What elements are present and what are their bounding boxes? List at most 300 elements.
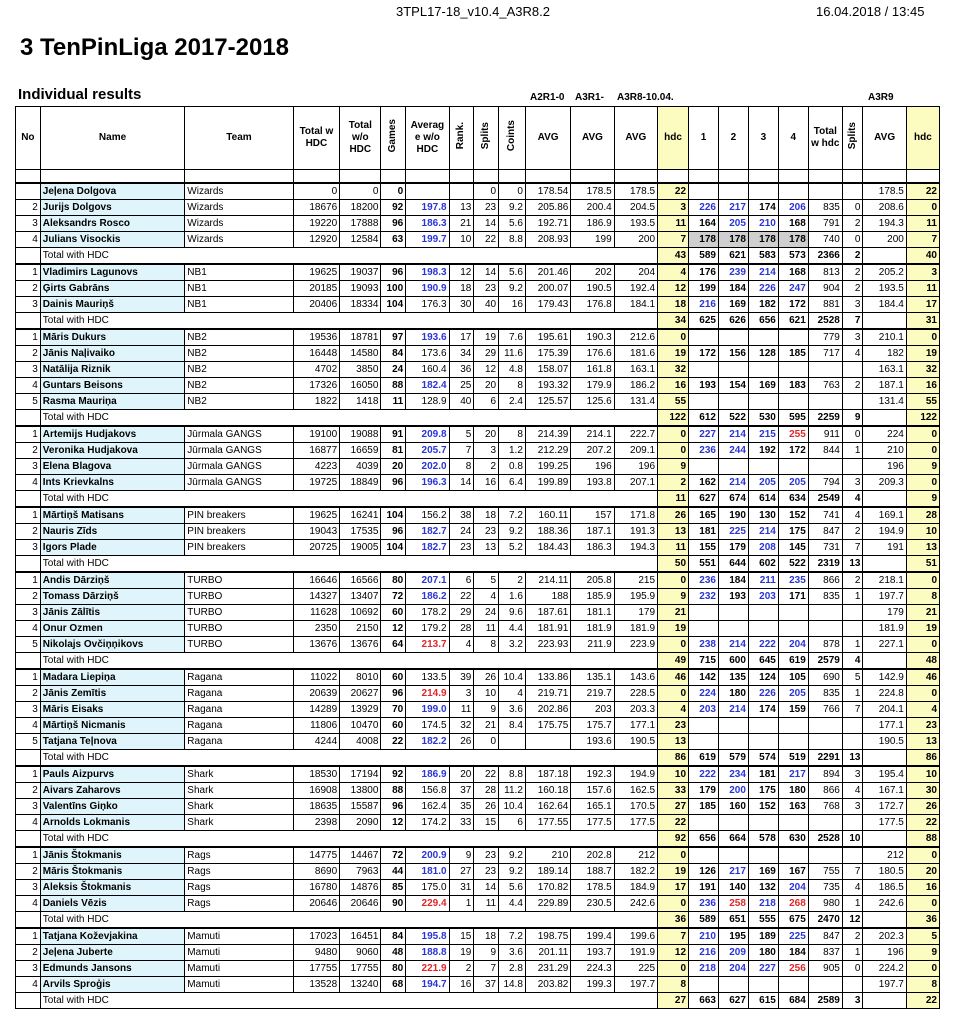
table-cell: 35 bbox=[449, 799, 474, 815]
table-cell: 50 bbox=[658, 556, 689, 573]
table-cell: 980 bbox=[808, 896, 842, 912]
table-cell bbox=[778, 183, 808, 200]
table-cell: 7963 bbox=[340, 864, 381, 880]
table-cell: 223.9 bbox=[614, 637, 657, 653]
table-cell: 212.29 bbox=[525, 443, 570, 459]
table-cell: 17 bbox=[449, 329, 474, 346]
player-row bbox=[16, 572, 940, 589]
table-cell: 10 bbox=[906, 766, 939, 783]
table-cell: 18781 bbox=[340, 329, 381, 346]
team-name: Wizards bbox=[185, 200, 293, 216]
column-header: AVG bbox=[571, 107, 614, 170]
table-cell: 766 bbox=[808, 702, 842, 718]
table-cell: 5.2 bbox=[499, 540, 526, 556]
player-name: Valentīns Giņko bbox=[40, 799, 185, 815]
table-cell: 152 bbox=[778, 507, 808, 524]
table-cell: 200 bbox=[718, 783, 748, 799]
table-cell: 530 bbox=[748, 410, 778, 427]
table-cell: 18635 bbox=[293, 799, 339, 815]
table-cell: 11 bbox=[474, 896, 499, 912]
table-cell: 14876 bbox=[340, 880, 381, 896]
table-cell: 6 bbox=[449, 572, 474, 589]
team-total-label: Total with HDC bbox=[40, 410, 657, 427]
table-cell: 19100 bbox=[293, 426, 339, 443]
table-cell: 207.1 bbox=[614, 475, 657, 491]
results-table-wrapper bbox=[15, 106, 940, 1022]
table-cell: 791 bbox=[808, 216, 842, 232]
table-cell: 2 bbox=[658, 475, 689, 491]
table-cell: 28 bbox=[474, 783, 499, 799]
table-cell: 179 bbox=[614, 605, 657, 621]
player-row bbox=[16, 362, 940, 378]
table-cell: 13676 bbox=[293, 637, 339, 653]
table-cell: 244 bbox=[718, 443, 748, 459]
player-row bbox=[16, 297, 940, 313]
table-cell bbox=[778, 718, 808, 734]
table-cell: 10 bbox=[842, 831, 863, 848]
table-cell: 8 bbox=[449, 459, 474, 475]
table-cell: 178 bbox=[689, 232, 719, 248]
team-name: Ragana bbox=[185, 702, 293, 718]
table-cell bbox=[16, 556, 41, 573]
table-cell: 187.61 bbox=[525, 605, 570, 621]
table-cell: 1 bbox=[16, 264, 41, 281]
table-cell: 205 bbox=[748, 475, 778, 491]
table-cell: 4 bbox=[16, 815, 41, 831]
table-cell: 177.55 bbox=[525, 815, 570, 831]
player-name: Nauris Zīds bbox=[40, 524, 185, 540]
table-cell: 2.8 bbox=[499, 961, 526, 977]
table-cell: 5 bbox=[906, 928, 939, 945]
table-cell: 175.7 bbox=[571, 718, 614, 734]
table-cell: 1418 bbox=[340, 394, 381, 410]
table-cell: 9 bbox=[842, 410, 863, 427]
table-cell: 177.1 bbox=[863, 718, 906, 734]
table-cell: 630 bbox=[778, 831, 808, 848]
table-cell: 16 bbox=[906, 378, 939, 394]
empty-cell bbox=[185, 170, 293, 184]
table-cell: 86 bbox=[658, 750, 689, 767]
table-cell: 190.9 bbox=[406, 281, 449, 297]
table-cell: 715 bbox=[689, 653, 719, 670]
table-cell bbox=[863, 750, 906, 767]
table-cell: 579 bbox=[718, 750, 748, 767]
column-header: 1 bbox=[689, 107, 719, 170]
table-cell bbox=[718, 815, 748, 831]
table-cell: 3 bbox=[16, 605, 41, 621]
table-cell: 224.2 bbox=[863, 961, 906, 977]
table-cell: 755 bbox=[808, 864, 842, 880]
table-cell: 4 bbox=[842, 653, 863, 670]
table-cell: 13 bbox=[906, 540, 939, 556]
table-cell: 21 bbox=[658, 605, 689, 621]
table-cell: 14 bbox=[474, 880, 499, 896]
table-cell bbox=[778, 329, 808, 346]
table-cell: 14775 bbox=[293, 847, 339, 864]
table-cell: 204 bbox=[778, 880, 808, 896]
table-cell: 174 bbox=[748, 200, 778, 216]
team-name: Ragana bbox=[185, 734, 293, 750]
table-cell bbox=[842, 605, 863, 621]
table-cell: 177.1 bbox=[614, 718, 657, 734]
table-cell: 3 bbox=[16, 540, 41, 556]
team-name: NB1 bbox=[185, 281, 293, 297]
table-cell: 16451 bbox=[340, 928, 381, 945]
table-cell: 169 bbox=[748, 378, 778, 394]
table-cell: 20 bbox=[474, 378, 499, 394]
table-cell: 200.07 bbox=[525, 281, 570, 297]
player-row bbox=[16, 475, 940, 491]
table-cell: 656 bbox=[689, 831, 719, 848]
table-cell bbox=[689, 847, 719, 864]
table-cell bbox=[718, 362, 748, 378]
table-cell: 3 bbox=[906, 264, 939, 281]
player-row bbox=[16, 507, 940, 524]
player-row bbox=[16, 847, 940, 864]
table-cell: 196 bbox=[571, 459, 614, 475]
table-cell: 2 bbox=[16, 346, 41, 362]
team-total-row bbox=[16, 556, 940, 573]
table-cell: 18200 bbox=[340, 200, 381, 216]
table-cell: 124 bbox=[748, 669, 778, 686]
table-cell: 128 bbox=[748, 346, 778, 362]
table-cell: 168 bbox=[778, 216, 808, 232]
table-cell: 3 bbox=[16, 799, 41, 815]
table-cell: 48 bbox=[906, 653, 939, 670]
table-cell: 152 bbox=[748, 799, 778, 815]
table-cell: 13 bbox=[906, 734, 939, 750]
table-cell: 226 bbox=[748, 686, 778, 702]
table-cell: 19725 bbox=[293, 475, 339, 491]
team-name: Rags bbox=[185, 896, 293, 912]
table-cell: 160.4 bbox=[406, 362, 449, 378]
table-cell: 589 bbox=[689, 912, 719, 929]
table-cell: 60 bbox=[381, 669, 406, 686]
table-cell: 675 bbox=[778, 912, 808, 929]
table-cell bbox=[863, 491, 906, 508]
team-total-label: Total with HDC bbox=[40, 993, 657, 1009]
table-cell bbox=[16, 993, 41, 1009]
team-name: PIN breakers bbox=[185, 524, 293, 540]
table-cell: 2 bbox=[842, 378, 863, 394]
table-cell bbox=[525, 734, 570, 750]
table-cell bbox=[863, 313, 906, 330]
table-cell: 197.7 bbox=[614, 977, 657, 993]
table-cell bbox=[718, 847, 748, 864]
table-cell: 12 bbox=[474, 362, 499, 378]
table-cell: 7.6 bbox=[499, 329, 526, 346]
table-cell: 0 bbox=[906, 200, 939, 216]
table-cell: 177.5 bbox=[571, 815, 614, 831]
table-cell: 0 bbox=[381, 183, 406, 200]
team-name: Mamuti bbox=[185, 977, 293, 993]
table-cell: 19043 bbox=[293, 524, 339, 540]
table-cell bbox=[748, 362, 778, 378]
table-cell: 199.25 bbox=[525, 459, 570, 475]
table-cell: 194.7 bbox=[406, 977, 449, 993]
table-cell: 204 bbox=[778, 637, 808, 653]
table-cell: 234 bbox=[718, 766, 748, 783]
table-cell: 0 bbox=[906, 847, 939, 864]
table-cell: 181.9 bbox=[863, 621, 906, 637]
table-cell: 18849 bbox=[340, 475, 381, 491]
player-name: Tatjana Teļnova bbox=[40, 734, 185, 750]
player-row bbox=[16, 977, 940, 993]
report-datetime: 16.04.2018 / 13:45 bbox=[816, 4, 925, 19]
table-cell: 203.3 bbox=[614, 702, 657, 718]
table-cell bbox=[718, 183, 748, 200]
table-cell: 522 bbox=[778, 556, 808, 573]
player-name: Tomass Dārziņš bbox=[40, 589, 185, 605]
table-cell: 214 bbox=[718, 637, 748, 653]
table-cell: 602 bbox=[748, 556, 778, 573]
table-cell: 5.6 bbox=[499, 216, 526, 232]
player-name: Andis Dārziņš bbox=[40, 572, 185, 589]
table-cell: 8.8 bbox=[499, 232, 526, 248]
table-cell: 4.4 bbox=[499, 621, 526, 637]
column-header bbox=[499, 107, 526, 170]
table-cell: 18 bbox=[474, 928, 499, 945]
table-cell: 198.75 bbox=[525, 928, 570, 945]
table-cell: 85 bbox=[381, 880, 406, 896]
table-cell: 194.3 bbox=[863, 216, 906, 232]
player-name: Jeļena Dolgova bbox=[40, 183, 185, 200]
table-cell: 3 bbox=[16, 362, 41, 378]
player-name: Elena Blagova bbox=[40, 459, 185, 475]
table-cell bbox=[718, 621, 748, 637]
team-name: PIN breakers bbox=[185, 540, 293, 556]
table-cell: 177.5 bbox=[863, 815, 906, 831]
table-cell bbox=[842, 459, 863, 475]
table-cell: 614 bbox=[748, 491, 778, 508]
table-cell: 20185 bbox=[293, 281, 339, 297]
table-cell bbox=[689, 459, 719, 475]
player-row bbox=[16, 605, 940, 621]
table-cell: 24 bbox=[474, 605, 499, 621]
empty-cell bbox=[16, 170, 41, 184]
table-cell: 178 bbox=[778, 232, 808, 248]
table-cell: 656 bbox=[748, 313, 778, 330]
table-cell: 26 bbox=[658, 507, 689, 524]
table-cell: 72 bbox=[381, 847, 406, 864]
table-cell: 196 bbox=[863, 945, 906, 961]
table-cell: 84 bbox=[381, 346, 406, 362]
table-cell: 96 bbox=[381, 686, 406, 702]
table-cell: 2150 bbox=[340, 621, 381, 637]
column-header: hdc bbox=[906, 107, 939, 170]
table-cell: 27 bbox=[658, 993, 689, 1009]
table-cell: 190.5 bbox=[571, 281, 614, 297]
table-cell bbox=[778, 621, 808, 637]
table-cell: 4 bbox=[499, 686, 526, 702]
table-cell: 763 bbox=[808, 378, 842, 394]
table-cell: 229.4 bbox=[406, 896, 449, 912]
player-name: Onur Ozmen bbox=[40, 621, 185, 637]
report-file-id: 3TPL17-18_v10.4_A3R8.2 bbox=[396, 4, 550, 19]
table-cell: 9.2 bbox=[499, 281, 526, 297]
table-cell: 21 bbox=[474, 718, 499, 734]
player-row bbox=[16, 459, 940, 475]
table-cell: 185.9 bbox=[571, 589, 614, 605]
table-cell: 211.9 bbox=[571, 637, 614, 653]
table-cell: 242.6 bbox=[614, 896, 657, 912]
table-cell: 200 bbox=[863, 232, 906, 248]
table-cell: 192.3 bbox=[571, 766, 614, 783]
table-cell: 894 bbox=[808, 766, 842, 783]
table-cell: 55 bbox=[658, 394, 689, 410]
empty-cell bbox=[906, 170, 939, 184]
table-cell: 178.5 bbox=[571, 183, 614, 200]
table-cell: 23 bbox=[474, 847, 499, 864]
table-cell: 4223 bbox=[293, 459, 339, 475]
table-cell: 0 bbox=[499, 183, 526, 200]
table-cell: 16241 bbox=[340, 507, 381, 524]
table-cell: 194.3 bbox=[614, 540, 657, 556]
table-cell: 176.6 bbox=[571, 346, 614, 362]
table-cell bbox=[808, 977, 842, 993]
table-cell: 4702 bbox=[293, 362, 339, 378]
table-cell: 180 bbox=[718, 686, 748, 702]
table-cell: 215 bbox=[614, 572, 657, 589]
table-cell: 0 bbox=[906, 572, 939, 589]
table-cell: 6 bbox=[499, 815, 526, 831]
table-cell: 10.4 bbox=[499, 669, 526, 686]
table-cell bbox=[808, 734, 842, 750]
table-cell: 3 bbox=[842, 475, 863, 491]
team-name: TURBO bbox=[185, 621, 293, 637]
team-name: Jūrmala GANGS bbox=[185, 426, 293, 443]
table-cell bbox=[16, 248, 41, 265]
team-name: Ragana bbox=[185, 718, 293, 734]
table-cell: 209 bbox=[718, 945, 748, 961]
table-cell: 174.2 bbox=[406, 815, 449, 831]
table-cell: 16 bbox=[658, 378, 689, 394]
table-cell: 22 bbox=[658, 815, 689, 831]
team-name: TURBO bbox=[185, 589, 293, 605]
table-cell: 644 bbox=[718, 556, 748, 573]
table-cell: 32 bbox=[906, 362, 939, 378]
team-name: NB2 bbox=[185, 362, 293, 378]
table-cell: 179 bbox=[689, 783, 719, 799]
table-cell: 522 bbox=[718, 410, 748, 427]
team-total-label: Total with HDC bbox=[40, 912, 657, 929]
table-cell bbox=[689, 183, 719, 200]
table-cell bbox=[689, 394, 719, 410]
table-cell: 230.5 bbox=[571, 896, 614, 912]
table-cell: 33 bbox=[658, 783, 689, 799]
team-total-label: Total with HDC bbox=[40, 653, 657, 670]
table-cell bbox=[748, 459, 778, 475]
table-cell bbox=[718, 329, 748, 346]
table-cell: 4 bbox=[842, 880, 863, 896]
table-cell: 143.6 bbox=[614, 669, 657, 686]
table-cell: 2 bbox=[16, 864, 41, 880]
table-cell: 0 bbox=[906, 475, 939, 491]
table-cell: 181.1 bbox=[571, 605, 614, 621]
table-cell: 228.5 bbox=[614, 686, 657, 702]
table-cell: 193.5 bbox=[614, 216, 657, 232]
table-cell: 182.2 bbox=[406, 734, 449, 750]
table-cell: 204.1 bbox=[863, 702, 906, 718]
table-cell: 205.2 bbox=[863, 264, 906, 281]
table-cell: 214 bbox=[748, 264, 778, 281]
table-cell bbox=[689, 815, 719, 831]
table-cell: 217 bbox=[718, 864, 748, 880]
table-cell: 14580 bbox=[340, 346, 381, 362]
table-cell: 14467 bbox=[340, 847, 381, 864]
table-cell: 196 bbox=[863, 459, 906, 475]
table-cell: 10.4 bbox=[499, 799, 526, 815]
table-cell: 184 bbox=[718, 281, 748, 297]
table-cell: 835 bbox=[808, 589, 842, 605]
table-cell: 182.4 bbox=[406, 378, 449, 394]
table-cell: 29 bbox=[474, 346, 499, 362]
table-cell: 163.1 bbox=[863, 362, 906, 378]
table-cell: 214 bbox=[718, 426, 748, 443]
table-cell: 31 bbox=[449, 880, 474, 896]
table-cell: 4 bbox=[474, 589, 499, 605]
table-cell: 3 bbox=[658, 200, 689, 216]
table-cell bbox=[778, 362, 808, 378]
table-cell: 2 bbox=[842, 281, 863, 297]
table-cell: 32 bbox=[658, 362, 689, 378]
player-name: Mārtiņš Matisans bbox=[40, 507, 185, 524]
table-cell: 96 bbox=[381, 216, 406, 232]
table-cell bbox=[748, 977, 778, 993]
table-cell: 625 bbox=[689, 313, 719, 330]
table-cell: 18 bbox=[658, 297, 689, 313]
empty-cell bbox=[658, 170, 689, 184]
table-cell: 176.8 bbox=[571, 297, 614, 313]
table-cell: 690 bbox=[808, 669, 842, 686]
table-cell: 175.0 bbox=[406, 880, 449, 896]
table-cell: 156 bbox=[718, 346, 748, 362]
table-cell: 92 bbox=[381, 200, 406, 216]
table-cell bbox=[718, 459, 748, 475]
table-cell: 7 bbox=[906, 232, 939, 248]
team-total-label: Total with HDC bbox=[40, 491, 657, 508]
table-cell: 206 bbox=[778, 200, 808, 216]
table-cell: 4 bbox=[16, 621, 41, 637]
column-header: AVG bbox=[614, 107, 657, 170]
table-cell: 16877 bbox=[293, 443, 339, 459]
table-cell bbox=[778, 977, 808, 993]
player-name: Pauls Aizpurvs bbox=[40, 766, 185, 783]
table-cell: 13929 bbox=[340, 702, 381, 718]
table-cell: 181 bbox=[748, 766, 778, 783]
table-cell: 4 bbox=[16, 378, 41, 394]
table-cell: 39 bbox=[449, 669, 474, 686]
table-cell bbox=[863, 993, 906, 1009]
table-cell: 731 bbox=[808, 540, 842, 556]
table-cell: 7 bbox=[474, 961, 499, 977]
player-row bbox=[16, 945, 940, 961]
table-cell: 24 bbox=[449, 524, 474, 540]
table-cell: 199.6 bbox=[614, 928, 657, 945]
table-cell: 194.9 bbox=[614, 766, 657, 783]
team-name: Shark bbox=[185, 815, 293, 831]
table-cell: 162.4 bbox=[406, 799, 449, 815]
table-cell: 155 bbox=[689, 540, 719, 556]
player-row bbox=[16, 264, 940, 281]
table-cell: 227 bbox=[748, 961, 778, 977]
table-cell: 24 bbox=[381, 362, 406, 378]
table-cell: 208 bbox=[748, 540, 778, 556]
team-name: Rags bbox=[185, 864, 293, 880]
table-cell bbox=[808, 183, 842, 200]
table-cell: 12 bbox=[381, 815, 406, 831]
table-cell: 199.3 bbox=[571, 977, 614, 993]
